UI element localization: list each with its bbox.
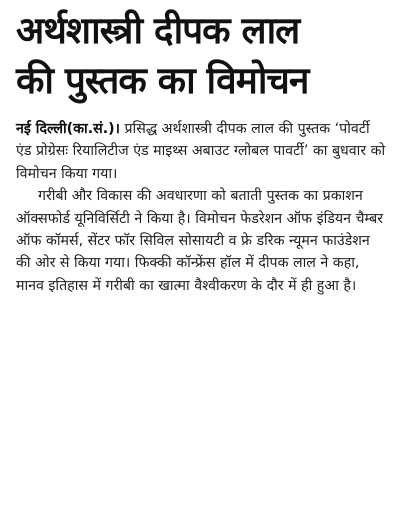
dateline: नई दिल्ली(का.सं.)। [16,121,120,137]
headline [16,6,387,106]
paragraph-1-text: प्रसिद्ध अर्थशास्त्री दीपक लाल की पुस्तक ‘पोवर्टी एंड प्रोग्रेसः रियालिटीज एंड माइथ्स अबाउट ग्लोबल पावर्टी’ का बुधवार को विमोचन किया गया। [16,121,386,182]
headline-line-1: अर्थशास्त्री दीपक लाल [16,9,300,52]
headline-line-2: की पुस्तक का विमोचन [16,59,309,102]
article-body [16,118,387,297]
paragraph-1 [16,118,387,185]
paragraph-2: गरीबी और विकास की अवधारणा को बताती पुस्तक का प्रकाशन ऑक्सफोर्ड यूनिविर्सिटी ने किया है। विमोचन फेडरेशन ऑफ इंडियन चैम्बर ऑफ कॉमर्स, सेंटर फॉर सिविल सोसायटी व फ्रे डरिक न्यूमन फाउंडेशन की ओर से किया गया। फिक्की कॉन्फ्रेंस हॉल में दीपक लाल ने कहा, मानव इतिहास में गरीबी का खात्मा वैश्वीकरण के दौर में ही हुआ है। [16,188,384,294]
